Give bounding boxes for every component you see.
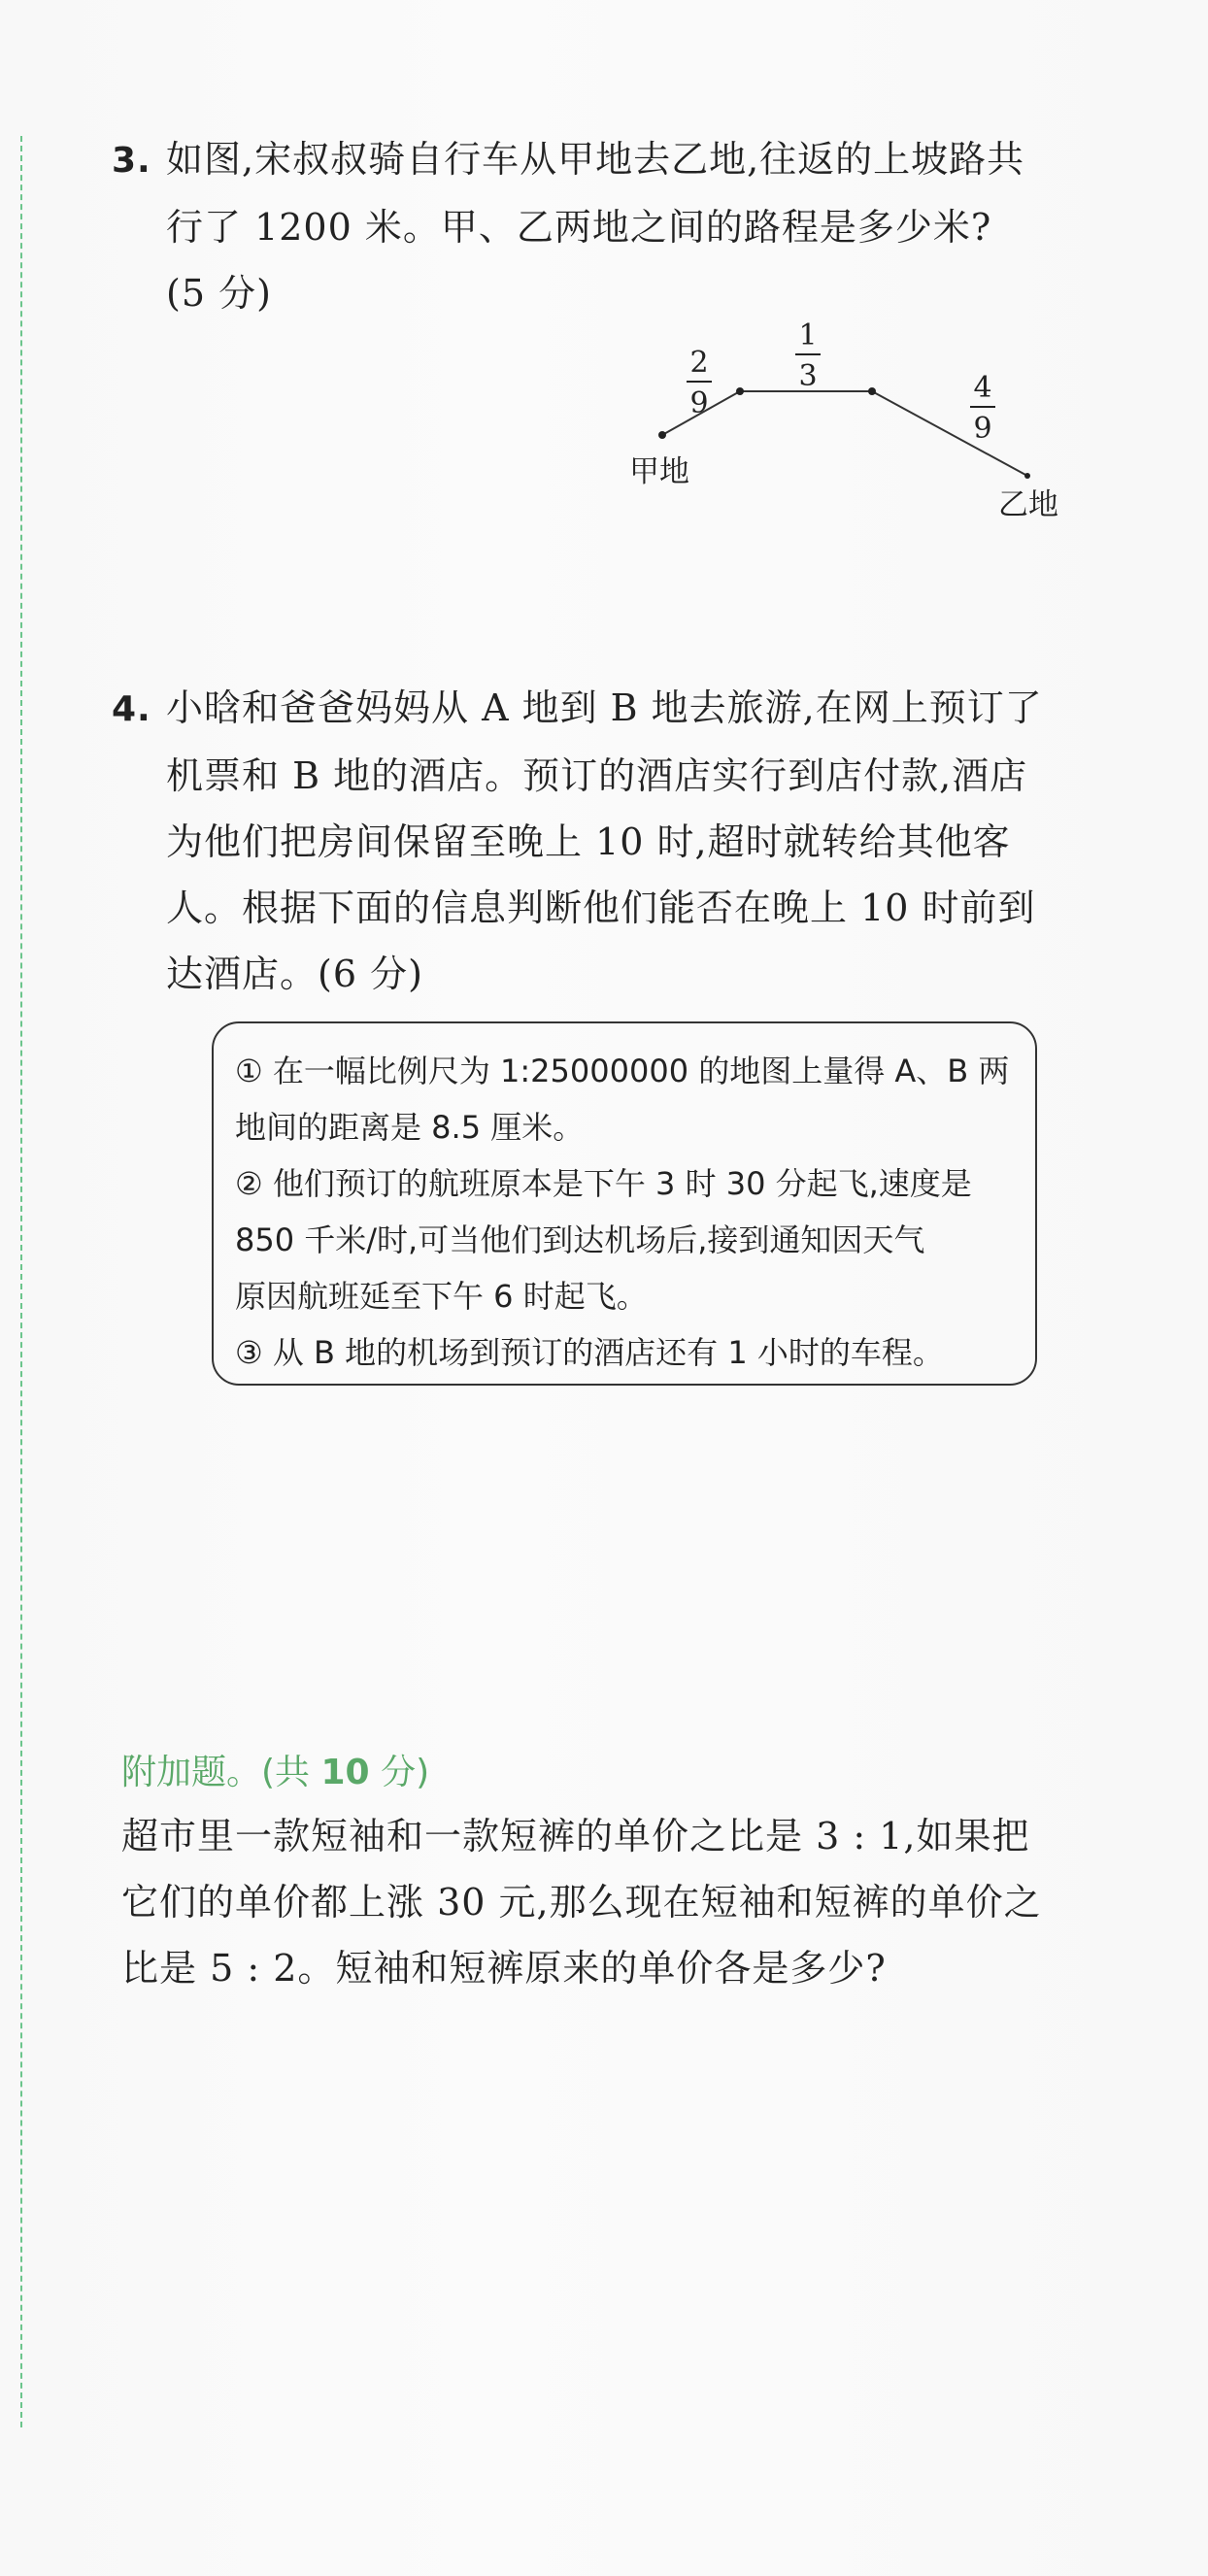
- bonus-question: [121, 1743, 1092, 2001]
- info-line-3: ② 他们预订的航班原本是下午 3 时 30 分起飞,速度是: [235, 1165, 972, 1202]
- question-3-line-1: [112, 126, 1083, 194]
- bonus-line-1: 超市里一款短袖和一款短裤的单价之比是 3 : 1,如果把: [121, 1815, 1030, 1857]
- question-4-line-3: 为他们把房间保留至晚上 10 时,超时就转给其他客: [166, 820, 1011, 863]
- bonus-line-2: 它们的单价都上涨 30 元,那么现在短袖和短裤的单价之: [121, 1881, 1042, 1924]
- point-2: [736, 387, 744, 395]
- question-3-text-1: 如图,宋叔叔骑自行车从甲地去乙地,往返的上坡路共: [166, 138, 1025, 181]
- start-place-label: 甲地: [629, 454, 689, 489]
- fraction-3-denominator: 9: [973, 412, 992, 446]
- bonus-title-end: 分): [381, 1753, 430, 1792]
- bonus-title: [121, 1743, 1092, 1803]
- bonus-score: 10: [320, 1753, 370, 1792]
- info-line-5: 原因航班延至下午 6 时起飞。: [235, 1278, 648, 1315]
- fraction-3-numerator: 4: [973, 371, 992, 405]
- fraction-2-numerator: 1: [798, 320, 818, 352]
- fraction-1-numerator: 2: [689, 346, 709, 380]
- info-line-1: ① 在一幅比例尺为 1:25000000 的地图上量得 A、B 两: [235, 1053, 1010, 1089]
- question-4-line-2: 机票和 B 地的酒店。预订的酒店实行到店付款,酒店: [166, 754, 1028, 797]
- question-4-line-5: 达酒店。(6 分): [166, 953, 423, 995]
- point-start: [658, 431, 666, 439]
- end-place-label: 乙地: [998, 487, 1058, 522]
- question-3-line-3: (5 分): [166, 272, 272, 315]
- downhill-segment: [872, 391, 1027, 476]
- info-line-4: 850 千米/时,可当他们到达机场后,接到通知因天气: [235, 1221, 925, 1258]
- fraction-2-denominator: 3: [798, 359, 818, 393]
- info-box: [212, 1021, 1037, 1386]
- question-4-line-1: [112, 675, 1083, 743]
- question-4: [112, 675, 1083, 1007]
- question-4-text-1: 小晗和爸爸妈妈从 A 地到 B 地去旅游,在网上预订了: [166, 686, 1043, 729]
- question-3-number: 3.: [112, 141, 151, 181]
- point-3: [868, 387, 876, 395]
- question-3-line-2: 行了 1200 米。甲、乙两地之间的路程是多少米?: [166, 206, 992, 249]
- slope-diagram: [621, 320, 1126, 553]
- binding-margin-line: [20, 136, 22, 2427]
- bonus-title-text: 附加题。(共: [121, 1753, 311, 1792]
- question-3: [112, 126, 1083, 326]
- point-end: [1024, 473, 1030, 479]
- info-line-6: ③ 从 B 地的机场到预订的酒店还有 1 小时的车程。: [235, 1334, 944, 1371]
- bonus-body: [121, 1803, 1092, 2001]
- question-4-line-4: 人。根据下面的信息判断他们能否在晚上 10 时前到: [166, 887, 1036, 929]
- bonus-line-3: 比是 5 : 2。短袖和短裤原来的单价各是多少?: [121, 1947, 887, 1990]
- info-line-2: 地间的距离是 8.5 厘米。: [235, 1109, 585, 1146]
- fraction-1-denominator: 9: [689, 386, 709, 420]
- question-4-number: 4.: [112, 689, 151, 729]
